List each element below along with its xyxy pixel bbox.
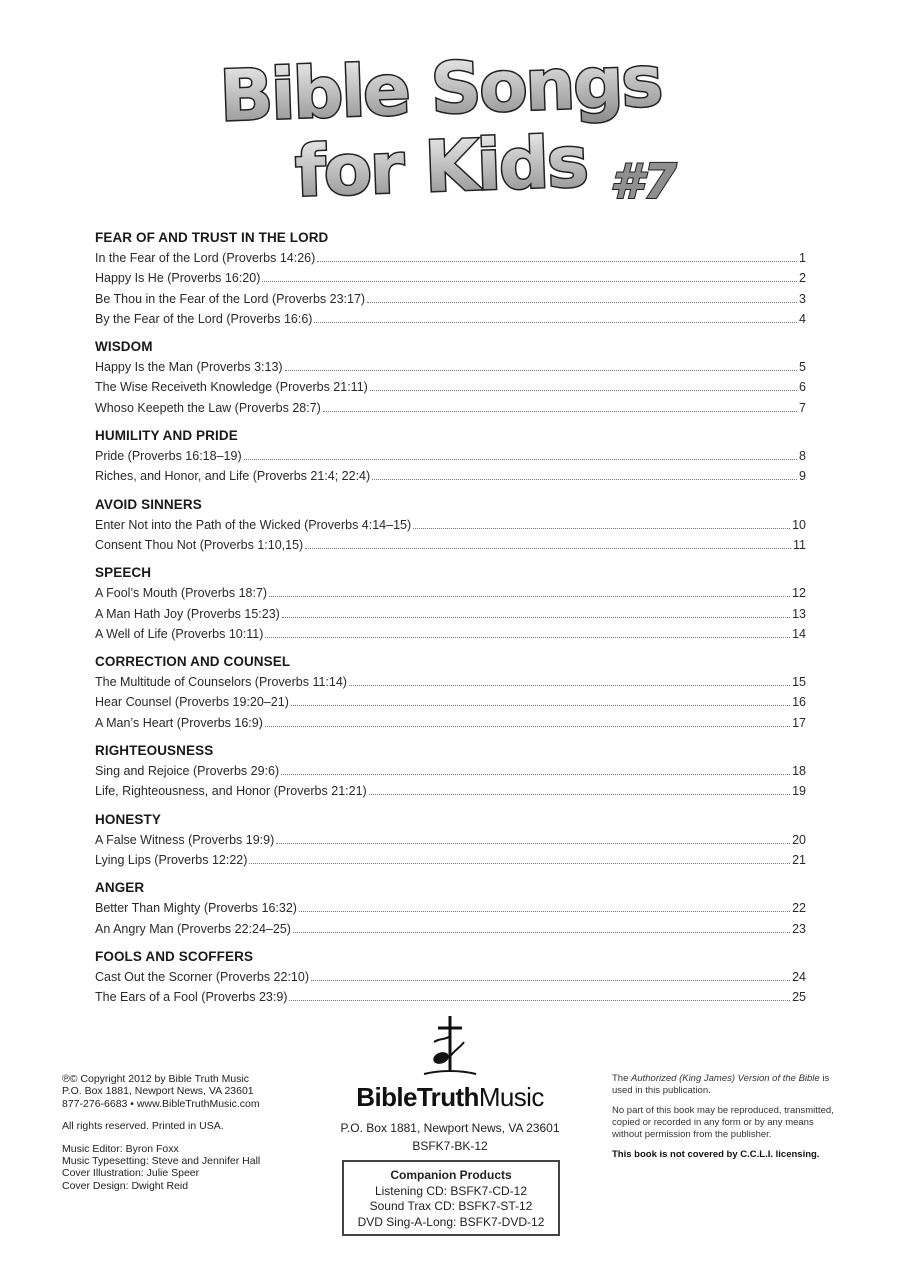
page-number: 9 (799, 469, 806, 484)
song-title: A Fool’s Mouth (Proverbs 18:7) (95, 586, 268, 601)
song-title: The Ears of a Fool (Proverbs 23:9) (95, 990, 288, 1005)
page-number: 21 (792, 852, 806, 867)
section-heading: FOOLS AND SCOFFERS (95, 948, 254, 964)
toc-section (95, 741, 806, 802)
kjv-notice: The Authorized (King James) Version of the Bible is used in this publication. (612, 1073, 830, 1096)
dot-leader (265, 715, 790, 727)
section-heading: FEAR OF AND TRUST IN THE LORD (95, 230, 329, 245)
song-title: A False Witness (Proverbs 19:9) (95, 832, 275, 847)
page-number: 23 (792, 921, 806, 936)
toc-section (95, 652, 806, 733)
dot-leader (291, 694, 790, 706)
companion-item: Listening CD: BSFK7-CD-12 (374, 1183, 528, 1198)
song-title: Pride (Proverbs 16:18–19) (95, 449, 242, 464)
page-number: 2 (799, 271, 806, 286)
page-number: 18 (792, 764, 806, 779)
song-title: Enter Not into the Path of the Wicked (Proverbs 4:14–15) (95, 517, 412, 532)
publisher-name-rest: Music (478, 1082, 544, 1112)
page-number: 17 (792, 715, 806, 730)
dot-leader (323, 400, 797, 412)
dot-leader (249, 852, 790, 864)
dot-leader (369, 783, 790, 795)
publisher-name-bold: BibleTruth (356, 1082, 479, 1112)
section-heading: ANGER (95, 880, 145, 896)
toc-entry (95, 309, 806, 329)
section-heading: HONESTY (95, 811, 161, 827)
publisher-address: P.O. Box 1881, Newport News, VA 23601 (62, 1085, 254, 1098)
logo-address: P.O. Box 1881, Newport News, VA 23601 (340, 1121, 560, 1135)
dot-leader (281, 763, 790, 775)
toc-entry (95, 357, 806, 377)
song-title: Cast Out the Scorner (Proverbs 22:10) (95, 969, 309, 984)
toc-entry (95, 967, 806, 987)
credit-line: Cover Illustration: Julie Speer (62, 1167, 200, 1180)
song-title: The Multitude of Counselors (Proverbs 11:14) (95, 675, 347, 690)
song-title: Consent Thou Not (Proverbs 1:10,15) (95, 537, 304, 552)
publisher-logo (330, 1012, 570, 1155)
companion-item: Sound Trax CD: BSFK7-ST-12 (369, 1199, 533, 1213)
toc-entry (95, 624, 806, 644)
page-number: 5 (799, 360, 806, 375)
toc-entry (95, 898, 806, 918)
page-number: 13 (792, 606, 806, 621)
page-number: 22 (792, 901, 806, 916)
toc-entry (95, 515, 806, 535)
toc-section (95, 947, 806, 1008)
dot-leader (244, 448, 797, 460)
toc-entry (95, 398, 806, 418)
legal-notice (612, 1073, 844, 1169)
page-number: 7 (799, 400, 806, 415)
dot-leader (317, 250, 797, 262)
product-code: BSFK7-BK-12 (412, 1139, 488, 1153)
song-title: A Man’s Heart (Proverbs 16:9) (95, 715, 263, 730)
dot-leader (305, 537, 791, 549)
page-number: 20 (792, 832, 806, 847)
page-number: 11 (793, 537, 806, 552)
page-number: 24 (792, 969, 806, 984)
toc-section (95, 426, 806, 487)
title-line-1: Bible Songs (218, 40, 663, 138)
song-title: Hear Counsel (Proverbs 19:20–21) (95, 695, 289, 710)
song-title: Sing and Rejoice (Proverbs 29:6) (95, 764, 280, 779)
page-number: 8 (799, 449, 806, 464)
toc-entry (95, 919, 806, 939)
publisher-contact: 877-276-6683 • www.BibleTruthMusic.com (62, 1097, 260, 1110)
volume-number: #7 (610, 154, 677, 210)
dot-leader (367, 291, 797, 303)
dot-leader (349, 674, 790, 686)
publisher-info (62, 1073, 302, 1202)
companion-item: DVD Sing-A-Long: BSFK7-DVD-12 (357, 1214, 545, 1229)
toc-section (95, 495, 806, 556)
toc-section (95, 228, 806, 329)
toc-entry (95, 583, 806, 603)
companion-products-box (342, 1160, 560, 1236)
section-heading: HUMILITY AND PRIDE (95, 428, 238, 444)
dot-leader (299, 900, 790, 912)
page-number: 4 (799, 311, 806, 326)
book-title (200, 40, 720, 220)
toc-entry (95, 466, 806, 486)
reproduction-notice: No part of this book may be reproduced, transmitted, copied or recorded in any form or by any means without permission from the publisher. (612, 1105, 834, 1140)
song-title: By the Fear of the Lord (Proverbs 16:6) (95, 311, 313, 326)
song-title: Happy Is He (Proverbs 16:20) (95, 271, 261, 286)
dot-leader (370, 379, 797, 391)
toc-entry (95, 781, 806, 801)
section-heading: WISDOM (95, 339, 153, 355)
credit-line: Cover Design: Dwight Reid (62, 1179, 189, 1192)
page-number: 3 (799, 291, 806, 306)
toc-entry (95, 248, 806, 268)
section-heading: RIGHTEOUSNESS (95, 743, 214, 759)
section-heading: CORRECTION AND COUNSEL (95, 654, 291, 670)
page-number: 6 (799, 380, 806, 395)
page-number: 19 (792, 784, 806, 799)
page-number: 14 (792, 626, 806, 641)
dot-leader (282, 606, 790, 618)
page-number: 15 (792, 675, 806, 690)
dot-leader (262, 270, 797, 282)
dot-leader (413, 517, 790, 529)
page-number: 25 (792, 990, 806, 1005)
dot-leader (314, 311, 797, 323)
song-title: In the Fear of the Lord (Proverbs 14:26) (95, 251, 316, 265)
page-number: 12 (792, 586, 806, 601)
dot-leader (289, 989, 790, 1001)
title-line-2: for Kids (293, 120, 589, 213)
toc-entry (95, 604, 806, 624)
song-title: Life, Righteousness, and Honor (Proverbs 21:21) (95, 784, 367, 799)
song-title: Riches, and Honor, and Life (Proverbs 21:4; 22:4) (95, 469, 371, 484)
toc-section (95, 878, 806, 939)
song-title: A Man Hath Joy (Proverbs 15:23) (95, 606, 280, 621)
publisher-name (330, 1082, 570, 1113)
song-title: Happy Is the Man (Proverbs 3:13) (95, 360, 283, 375)
song-title: Whoso Keepeth the Law (Proverbs 28:7) (95, 400, 321, 415)
section-heading: SPEECH (95, 565, 152, 581)
dot-leader (311, 969, 790, 981)
toc-section (95, 810, 806, 871)
toc-entry (95, 850, 806, 870)
table-of-contents (95, 228, 806, 1015)
toc-entry (95, 535, 806, 555)
dot-leader (269, 585, 790, 597)
toc-entry (95, 830, 806, 850)
toc-entry (95, 377, 806, 397)
rights-statement: All rights reserved. Printed in USA. (62, 1120, 224, 1133)
credit-line: Music Typesetting: Steve and Jennifer Hall (62, 1155, 261, 1168)
page-number: 16 (792, 695, 806, 710)
toc-section (95, 563, 806, 644)
dot-leader (276, 832, 790, 844)
copyright-line: ℗© Copyright 2012 by Bible Truth Music (62, 1073, 250, 1085)
page-number: 1 (799, 251, 806, 265)
song-title: An Angry Man (Proverbs 22:24–25) (95, 921, 291, 936)
song-title: Lying Lips (Proverbs 12:22) (95, 852, 248, 867)
song-title: Be Thou in the Fear of the Lord (Proverbs 23:17) (95, 291, 366, 306)
toc-entry (95, 672, 806, 692)
toc-section (95, 337, 806, 418)
page-number: 10 (792, 517, 806, 532)
toc-entry (95, 761, 806, 781)
song-title: Better Than Mighty (Proverbs 16:32) (95, 901, 297, 916)
book-title-art (200, 40, 720, 220)
cross-music-note-icon (420, 1012, 480, 1082)
toc-entry (95, 987, 806, 1007)
song-title: A Well of Life (Proverbs 10:11) (95, 626, 264, 641)
dot-leader (265, 626, 790, 638)
toc-entry (95, 268, 806, 288)
ccli-notice: This book is not covered by C.C.L.I. licensing. (612, 1149, 820, 1160)
toc-entry (95, 713, 806, 733)
credit-line: Music Editor: Byron Foxx (62, 1142, 179, 1155)
dot-leader (372, 468, 797, 480)
toc-entry (95, 692, 806, 712)
toc-entry (95, 289, 806, 309)
song-title: The Wise Receiveth Knowledge (Proverbs 21:11) (95, 380, 368, 395)
dot-leader (285, 359, 797, 371)
companion-title: Companion Products (390, 1168, 512, 1182)
dot-leader (293, 921, 790, 933)
toc-entry (95, 446, 806, 466)
section-heading: AVOID SINNERS (95, 496, 202, 512)
